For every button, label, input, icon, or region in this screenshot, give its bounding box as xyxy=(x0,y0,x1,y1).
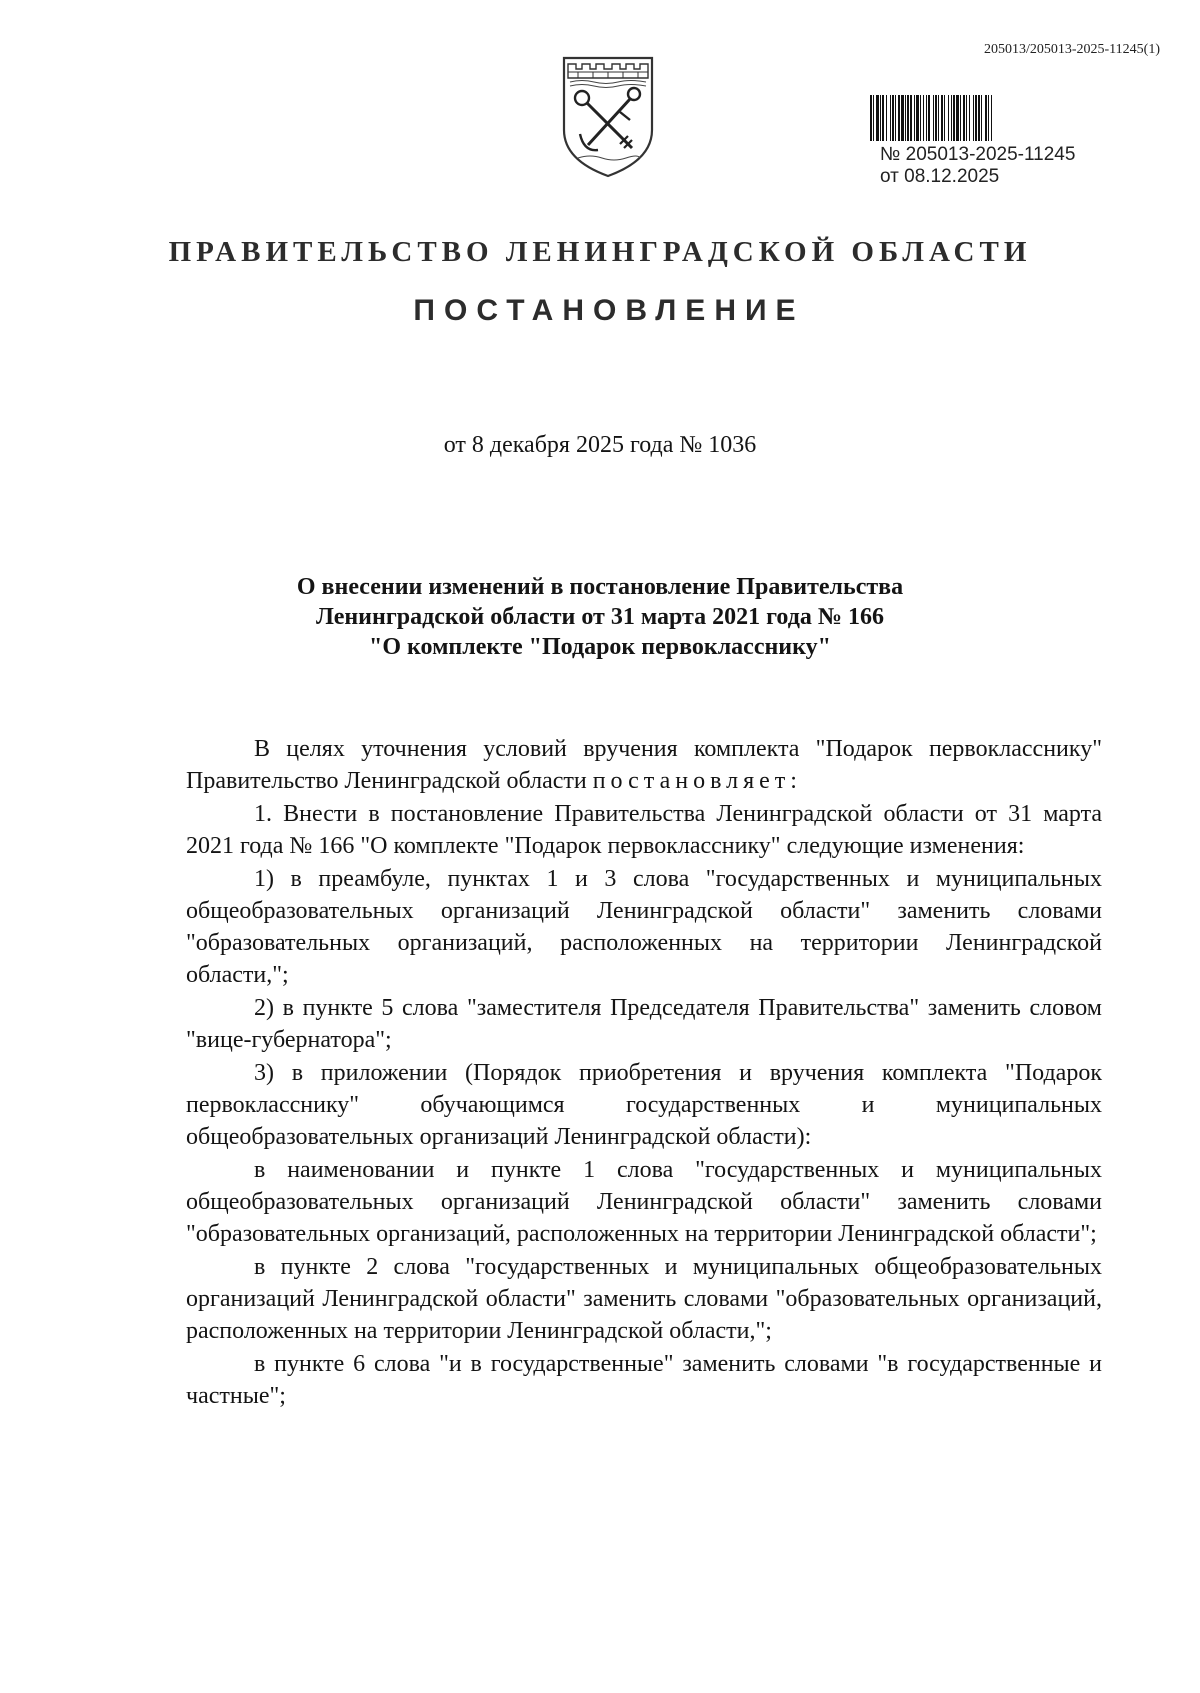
body-paragraph: 1) в преамбуле, пунктах 1 и 3 слова "государственных и муниципальных общеобразовательных организаций Ленинградской области" заменить словами "образовательных организаций, расположенных на территории Ленинградской области,"; xyxy=(186,866,1102,988)
registration-date: от 08.12.2025 xyxy=(880,166,1000,187)
body-paragraph-intro xyxy=(186,733,1102,797)
subject-line: Ленинградской области от 31 марта 2021 года № 166 xyxy=(315,604,884,630)
resolution-body xyxy=(186,733,1102,1413)
intro-text: В целях уточнения условий вручения комплекта "Подарок первокласснику" Правительство Ленинградской области xyxy=(186,736,1102,794)
government-title: ПРАВИТЕЛЬСТВО ЛЕНИНГРАДСКОЙ ОБЛАСТИ xyxy=(168,236,1032,268)
document-type-title: ПОСТАНОВЛЕНИЕ xyxy=(413,294,805,327)
resolution-date-number: от 8 декабря 2025 года № 1036 xyxy=(443,432,757,458)
body-paragraph: в пункте 2 слова "государственных и муниципальных общеобразовательных организаций Ленинградской области" заменить словами "образовательных организаций, расположенных на территории Ленинградской области,"; xyxy=(186,1254,1102,1344)
body-paragraph: в пункте 6 слова "и в государственные" заменить словами "в государственные и частные"; xyxy=(186,1351,1102,1409)
barcode-bar xyxy=(992,95,993,141)
coat-of-arms-icon xyxy=(558,52,658,182)
body-paragraph: 3) в приложении (Порядок приобретения и вручения комплекта "Подарок первокласснику" обучающимся государственных и муниципальных общеобразовательных организаций Ленинградской области): xyxy=(186,1060,1102,1150)
body-paragraph: 2) в пункте 5 слова "заместителя Председателя Правительства" заменить словом "вице-губернатора"; xyxy=(186,995,1102,1053)
body-paragraph: 1. Внести в постановление Правительства Ленинградской области от 31 марта 2021 года № 166 "О комплекте "Подарок первокласснику" следующие изменения: xyxy=(186,801,1102,859)
barcode xyxy=(870,95,1114,141)
subject-line: О внесении изменений в постановление Правительства xyxy=(296,574,904,600)
resolves-word: постановляет: xyxy=(592,768,802,794)
body-paragraph: в наименовании и пункте 1 слова "государственных и муниципальных общеобразовательных организаций Ленинградской области" заменить словами "образовательных организаций, расположенных на территории Ленинградской области"; xyxy=(186,1157,1102,1247)
registration-stamp xyxy=(880,144,1075,188)
document-id: 205013/205013-2025-11245(1) xyxy=(983,42,1160,57)
subject-line: "О комплекте "Подарок первокласснику" xyxy=(369,634,831,660)
registration-number: № 205013-2025-11245 xyxy=(880,144,1076,165)
resolution-subject xyxy=(150,572,1050,662)
